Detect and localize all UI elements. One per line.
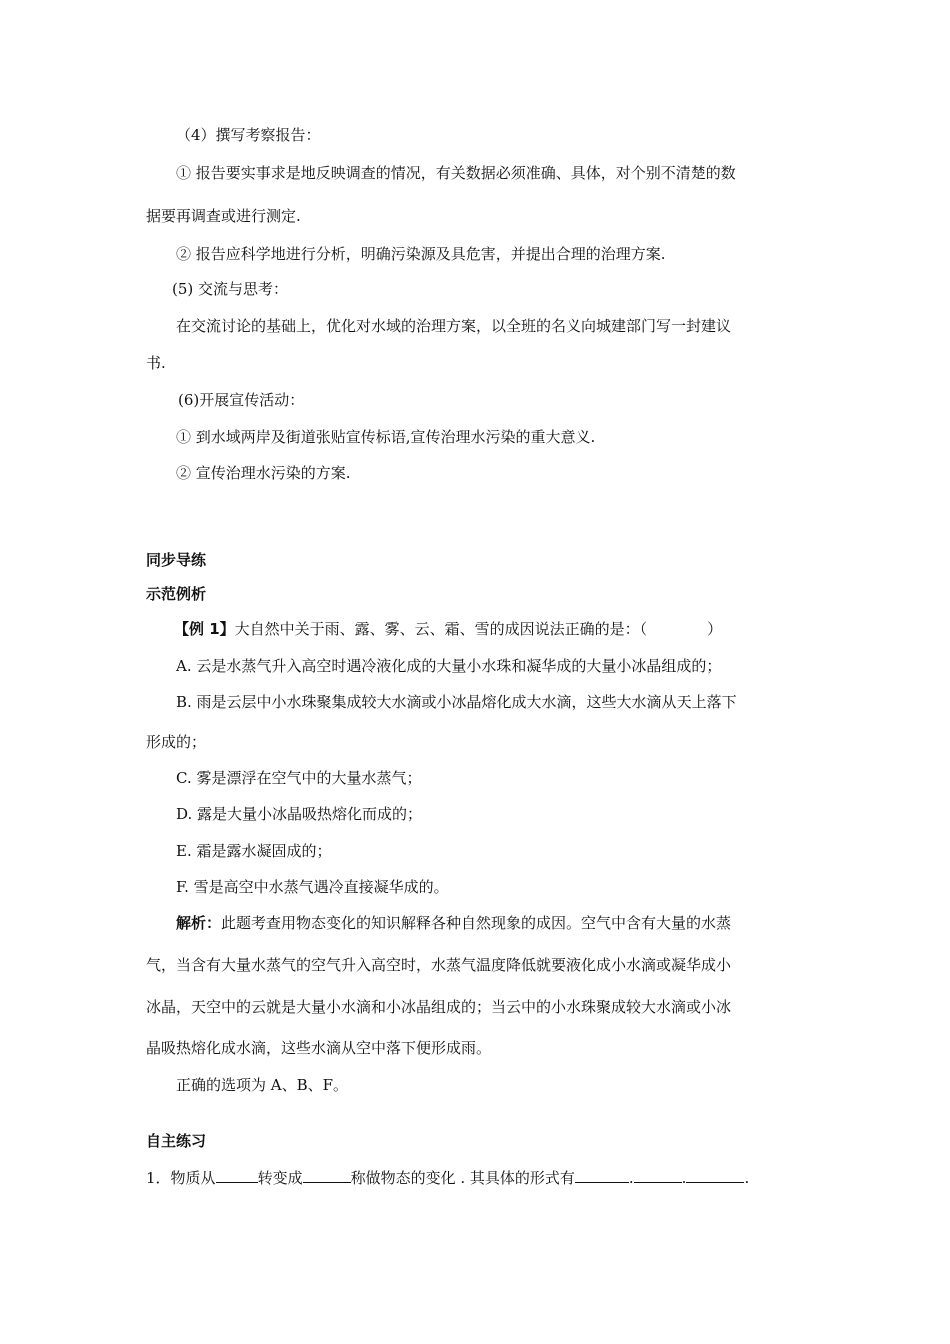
- example-subtitle: 示范例析: [146, 585, 207, 603]
- example-question: 大自然中关于雨、露、雾、云、霜、雪的成因说法正确的是：（ ）: [234, 620, 723, 638]
- option-f: F. 雪是高空中水蒸气遇冷直接凝华成的。: [176, 878, 449, 896]
- question-1: [146, 1168, 749, 1188]
- sync-section-title: 同步导练: [146, 551, 207, 569]
- step6-title: (6)开展宣传活动：: [178, 391, 305, 409]
- option-d: D. 露是大量小冰晶吸热熔化而成的；: [176, 805, 423, 823]
- example-1: [174, 619, 722, 639]
- analysis-line4: 晶吸热熔化成水滴，这些水滴从空中落下便形成雨。: [146, 1039, 492, 1057]
- option-b-line2: 形成的；: [146, 733, 207, 751]
- step6-item1: ① 到水域两岸及街道张贴宣传标语,宣传治理水污染的重大意义.: [176, 428, 596, 446]
- analysis-line2: 气，当含有大量水蒸气的空气升入高空时，水蒸气温度降低就要液化成小水滴或凝华成小: [146, 956, 732, 974]
- q1-part1: 物质从: [170, 1169, 216, 1187]
- q1-blank-3[interactable]: [575, 1168, 629, 1183]
- step4-title: （4）撰写考察报告：: [176, 126, 321, 144]
- step5-text-line1: 在交流讨论的基础上，优化对水域的治理方案，以全班的名义向城建部门写一封建议: [176, 317, 732, 335]
- q1-part2: 转变成: [257, 1169, 303, 1187]
- q1-blank-1[interactable]: [216, 1168, 258, 1183]
- q1-number: 1．: [146, 1169, 171, 1187]
- q1-blank-2[interactable]: [303, 1168, 351, 1183]
- step6-item2: ② 宣传治理水污染的方案.: [176, 464, 351, 482]
- q1-blank-5[interactable]: [686, 1168, 744, 1183]
- option-a: A. 云是水蒸气升入高空时遇冷液化成的大量小水珠和凝华成的大量小冰晶组成的；: [176, 657, 722, 675]
- step4-item1-line1: ① 报告要实事求是地反映调查的情况，有关数据必须准确、具体，对个别不清楚的数: [176, 164, 736, 182]
- analysis-text-1: 此题考查用物态变化的知识解释各种自然现象的成因。空气中含有大量的水蒸: [221, 914, 732, 932]
- analysis-line1: [176, 913, 731, 933]
- example-label: 【例 1】: [174, 620, 235, 638]
- step4-item1-line2: 据要再调查或进行测定.: [146, 207, 301, 225]
- option-b-line1: B. 雨是云层中小水珠聚集成较大水滴或小冰晶熔化成大水滴，这些大水滴从天上落下: [176, 693, 737, 711]
- step5-text-line2: 书.: [146, 354, 166, 372]
- q1-sep2: .: [681, 1169, 687, 1187]
- q1-blank-4[interactable]: [634, 1168, 682, 1183]
- option-e: E. 霜是露水凝固成的；: [176, 842, 332, 860]
- analysis-label: 解析：: [176, 914, 222, 932]
- q1-end: .: [744, 1169, 750, 1187]
- step5-title: (5) 交流与思考：: [172, 280, 289, 298]
- q1-sep1: .: [628, 1169, 634, 1187]
- step4-item2: ② 报告应科学地进行分析，明确污染源及具危害，并提出合理的治理方案.: [176, 245, 666, 263]
- analysis-line3: 冰晶，天空中的云就是大量小水滴和小冰晶组成的；当云中的小水珠聚成较大水滴或小冰: [146, 998, 732, 1016]
- option-c: C. 雾是漂浮在空气中的大量水蒸气；: [176, 769, 422, 787]
- answer-line: 正确的选项为 A、B、F。: [176, 1076, 349, 1094]
- q1-part3: 称做物态的变化 . 其具体的形式有: [350, 1169, 575, 1187]
- practice-section-title: 自主练习: [146, 1132, 207, 1150]
